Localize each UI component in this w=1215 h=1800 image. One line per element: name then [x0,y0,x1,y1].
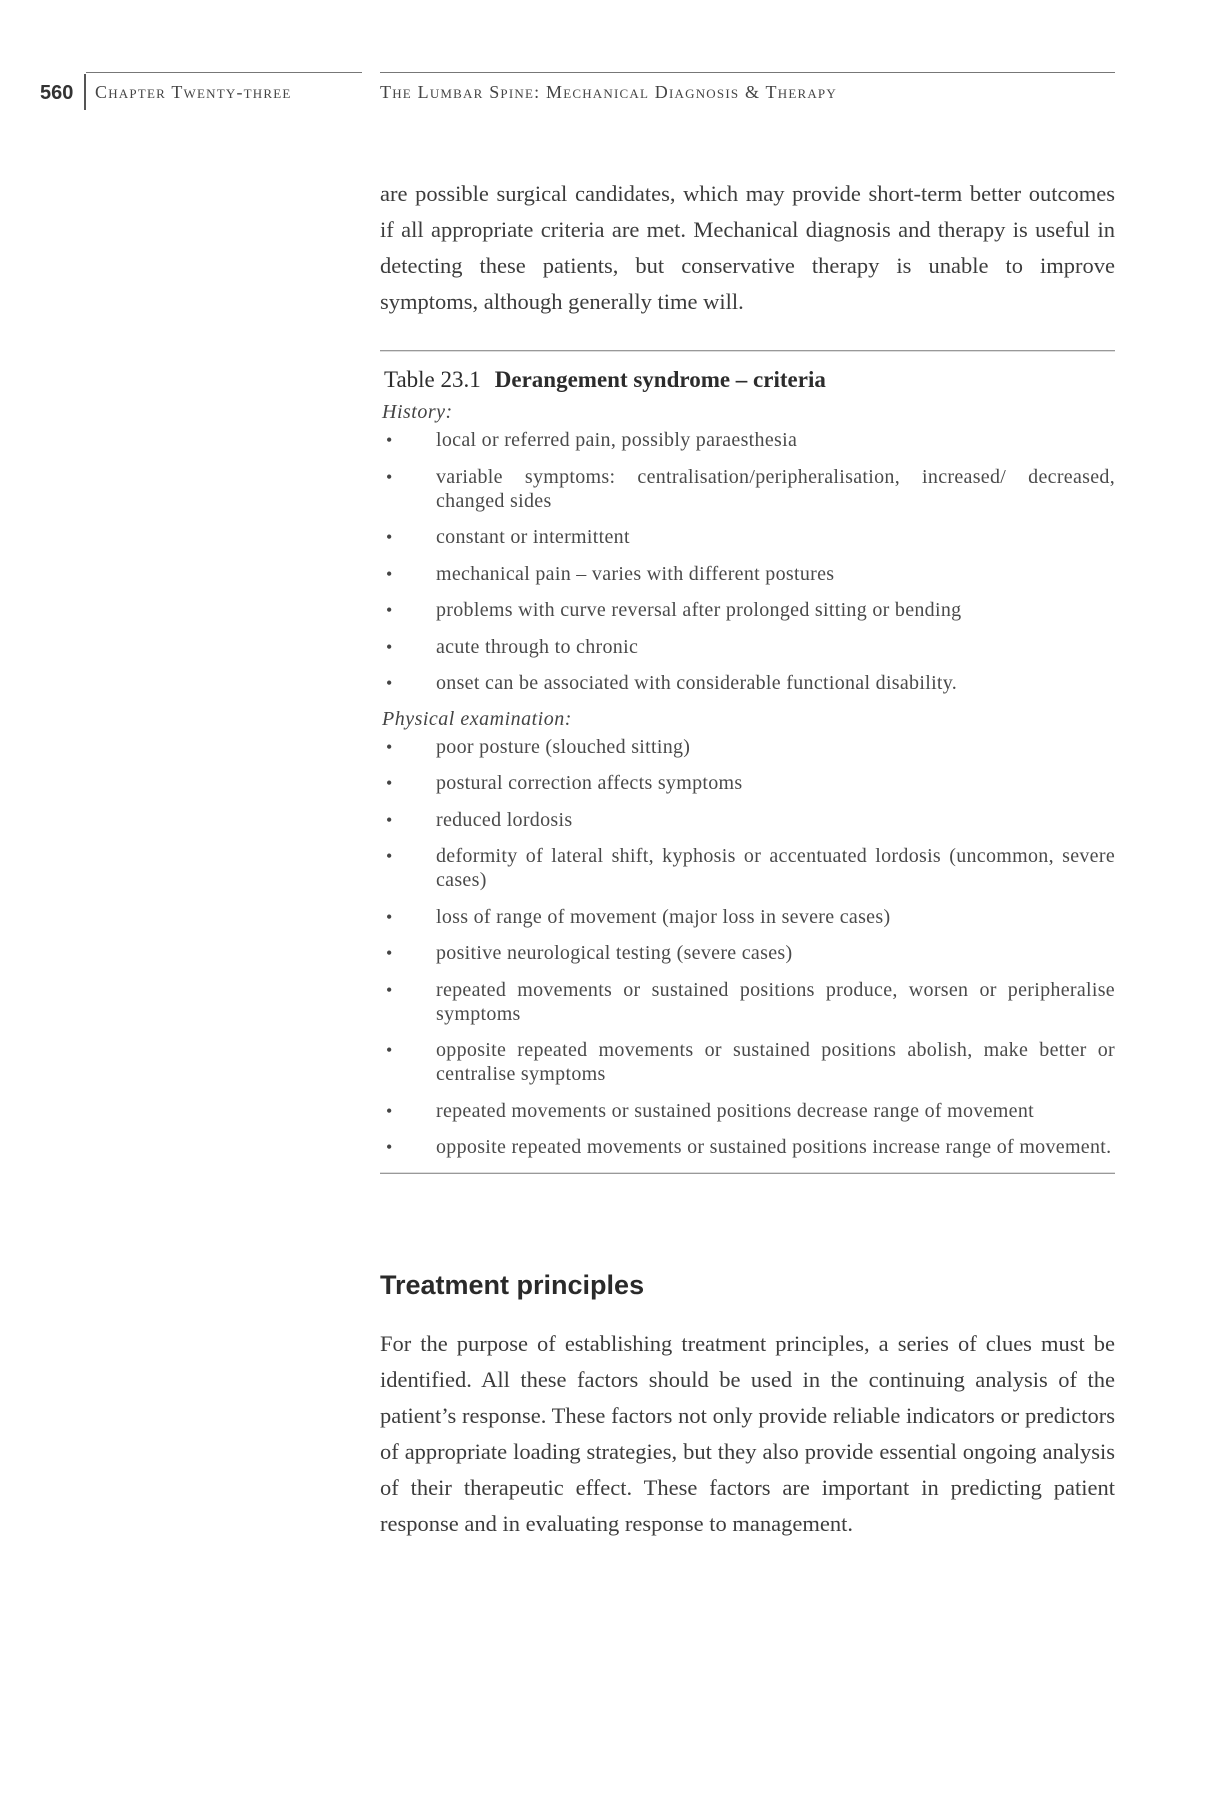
list-item-text: postural correction affects symptoms [436,772,743,794]
list-item [380,428,1115,452]
history-label: History: [382,401,453,423]
table-top-rule [380,350,1115,352]
exam-label: Physical examination: [382,707,572,730]
list-item [380,562,1115,586]
bullet-icon: • [386,563,393,584]
section-heading: Treatment principles [380,1270,645,1300]
list-item [380,941,1115,965]
book-title: The Lumbar Spine: Mechanical Diagnosis & Therapy [380,82,837,102]
table-number: Table 23.1 [384,367,481,392]
list-item-text: acute through to chronic [436,635,639,658]
list-item-text: onset can be associated with considerable functional disability. [436,672,958,694]
list-item-text: positive neurological testing (severe cases) [436,942,793,964]
bullet-icon: • [386,673,393,693]
list-item-text: opposite repeated movements or sustained positions abolish, make better or centralise symptoms [436,1039,1115,1085]
list-item-text: variable symptoms: centralisation/peripheralisation, increased/ decreased, changed sides [436,465,1115,512]
list-item-text: repeated movements or sustained positions decrease range of movement [436,1099,1034,1122]
list-item-text: reduced lordosis [436,808,573,831]
list-item [380,735,1115,759]
bullet-icon: • [386,773,393,793]
intro-block [380,176,1115,320]
list-item [380,671,1115,695]
bullet-icon: • [386,736,393,757]
list-item-text: constant or intermittent [436,526,630,548]
list-item-text: repeated movements or sustained positions produce, worsen or peripheralise symptoms [436,978,1115,1025]
list-item-text: poor posture (slouched sitting) [436,735,691,758]
page-number: 560 [40,82,74,104]
section-block [380,1326,1115,1542]
list-item-text: opposite repeated movements or sustained positions increase range of movement. [436,1136,1112,1158]
bullet-icon: • [386,1137,393,1157]
bullet-icon: • [386,809,393,830]
bullet-icon: • [386,846,393,866]
intro-paragraph: are possible surgical candidates, which may provide short-term better outcomes if all appropriate criteria are met. Mechanical diagnosis and therapy is useful in detecting these patients, but conservative therapy is unable to improve symptoms, although generally time will. [380,181,1115,314]
table-bottom-rule [380,1172,1115,1174]
list-item-text: mechanical pain – varies with different postures [436,562,835,585]
bullet-icon: • [386,527,393,547]
list-item [380,1038,1115,1086]
bullet-icon: • [386,1040,393,1060]
bullet-icon: • [386,943,393,963]
list-item-text: problems with curve reversal after prolonged sitting or bending [436,599,962,621]
bullet-icon: • [386,979,393,1000]
bullet-icon: • [386,1100,393,1121]
list-item [380,598,1115,622]
bullet-icon: • [386,466,393,487]
table-caption [384,365,1115,395]
list-item [380,1135,1115,1159]
running-header [0,72,1215,112]
list-item-text: loss of range of movement (major loss in severe cases) [436,905,891,928]
list-item [380,844,1115,892]
bullet-icon: • [386,600,393,620]
header-divider [84,74,86,110]
criteria-table [380,350,1115,1174]
bullet-icon: • [386,430,393,450]
list-item-text: local or referred pain, possibly paraesthesia [436,429,798,451]
list-item-text: deformity of lateral shift, kyphosis or accentuated lordosis (uncommon, severe cases) [436,845,1115,891]
history-list [380,428,1115,695]
chapter-title: Chapter Twenty-three [95,82,292,102]
table-title: Derangement syndrome – criteria [494,367,826,392]
list-item [380,1099,1115,1123]
list-item [380,978,1115,1026]
header-rule-left [86,72,362,73]
list-item [380,771,1115,795]
list-item [380,525,1115,549]
bullet-icon: • [386,636,393,657]
bullet-icon: • [386,906,393,927]
list-item [380,465,1115,513]
list-item [380,635,1115,659]
list-item [380,808,1115,832]
header-rule-right [380,72,1115,73]
list-item [380,905,1115,929]
exam-list [380,735,1115,1160]
section-paragraph: For the purpose of establishing treatment principles, a series of clues must be identified. All these factors should be used in the continuing analysis of the patient’s response. These factors not only provide reliable indicators or predictors of appropriate loading strategies, but they also provide essential ongoing analysis of their therapeutic effect. These factors are important in predicting patient response and in evaluating response to management. [380,1331,1115,1536]
